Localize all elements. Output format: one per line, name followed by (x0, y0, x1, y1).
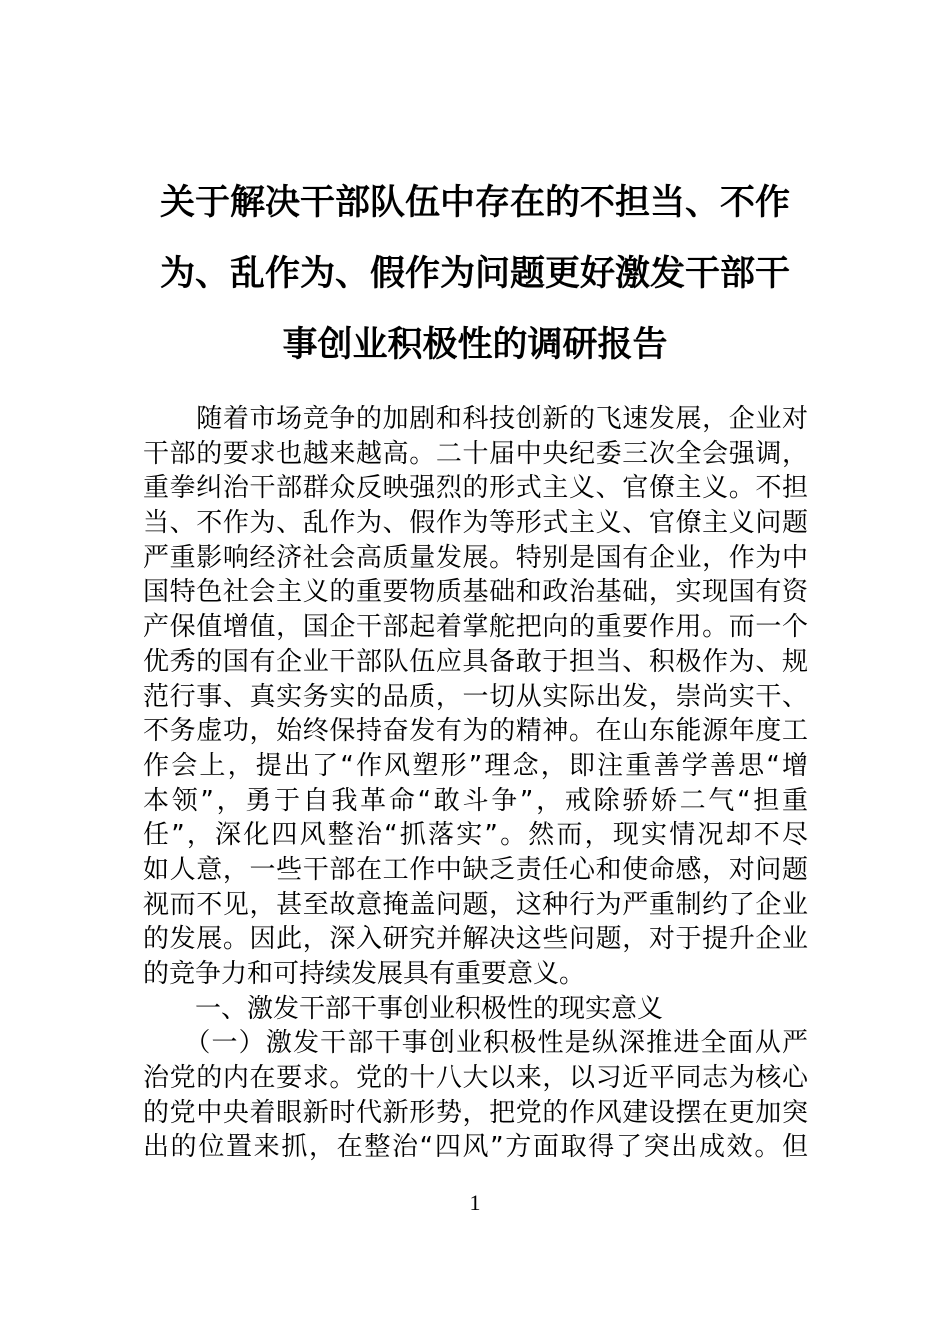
body-line: 的发展。因此，深入研究并解决这些问题，对于提升企业 (143, 924, 808, 955)
body-line: 当、不作为、乱作为、假作为等形式主义、官僚主义问题 (143, 508, 808, 539)
body-line: 不务虚功，始终保持奋发有为的精神。在山东能源年度工 (143, 716, 808, 747)
body-line: 范行事、真实务实的品质，一切从实际出发，崇尚实干、 (143, 681, 808, 712)
body-line: 本领”，勇于自我革命“敢斗争”，戒除骄娇二气“担重 (143, 785, 808, 816)
body-line: 的党中央着眼新时代新形势，把党的作风建设摆在更加突 (143, 1097, 808, 1128)
body-line: 任”，深化四风整治“抓落实”。然而，现实情况却不尽 (143, 820, 808, 851)
body-line: 治党的内在要求。党的十八大以来，以习近平同志为核心 (143, 1063, 808, 1094)
body-line: 视而不见，甚至故意掩盖问题，这种行为严重制约了企业 (143, 889, 808, 920)
title-line: 关于解决干部队伍中存在的不担当、不作 (159, 183, 790, 223)
body-line: 的竞争力和可持续发展具有重要意义。 (143, 959, 586, 989)
body-line: 严重影响经济社会高质量发展。特别是国有企业，作为中 (143, 542, 808, 573)
body-line: 出的位置来抓，在整治“四风”方面取得了突出成效。但 (143, 1132, 808, 1163)
body-line: 重拳纠治干部群众反映强烈的形式主义、官僚主义。不担 (143, 473, 808, 504)
document-body (143, 402, 808, 1165)
body-line: 产保值增值，国企干部起着掌舵把向的重要作用。而一个 (143, 612, 808, 643)
body-line: 干部的要求也越来越高。二十届中央纪委三次全会强调， (143, 438, 808, 469)
page-number: 1 (469, 1190, 481, 1215)
body-line: 随着市场竞争的加剧和科技创新的飞速发展，企业对 (143, 404, 808, 434)
body-line: 优秀的国有企业干部队伍应具备敢于担当、积极作为、规 (143, 646, 808, 677)
document-title (140, 168, 810, 381)
body-line: （一）激发干部干事创业积极性是纵深推进全面从严 (143, 1028, 808, 1059)
title-line: 为、乱作为、假作为问题更好激发干部干 (159, 254, 790, 294)
body-line: 作会上，提出了“作风塑形”理念，即注重善学善思“增 (143, 750, 808, 781)
section-heading: 一、激发干部干事创业积极性的现实意义 (143, 993, 664, 1024)
title-line: 事创业积极性的调研报告 (282, 325, 668, 365)
body-line: 国特色社会主义的重要物质基础和政治基础，实现国有资 (143, 577, 808, 608)
body-line: 如人意，一些干部在工作中缺乏责任心和使命感，对问题 (143, 854, 808, 885)
